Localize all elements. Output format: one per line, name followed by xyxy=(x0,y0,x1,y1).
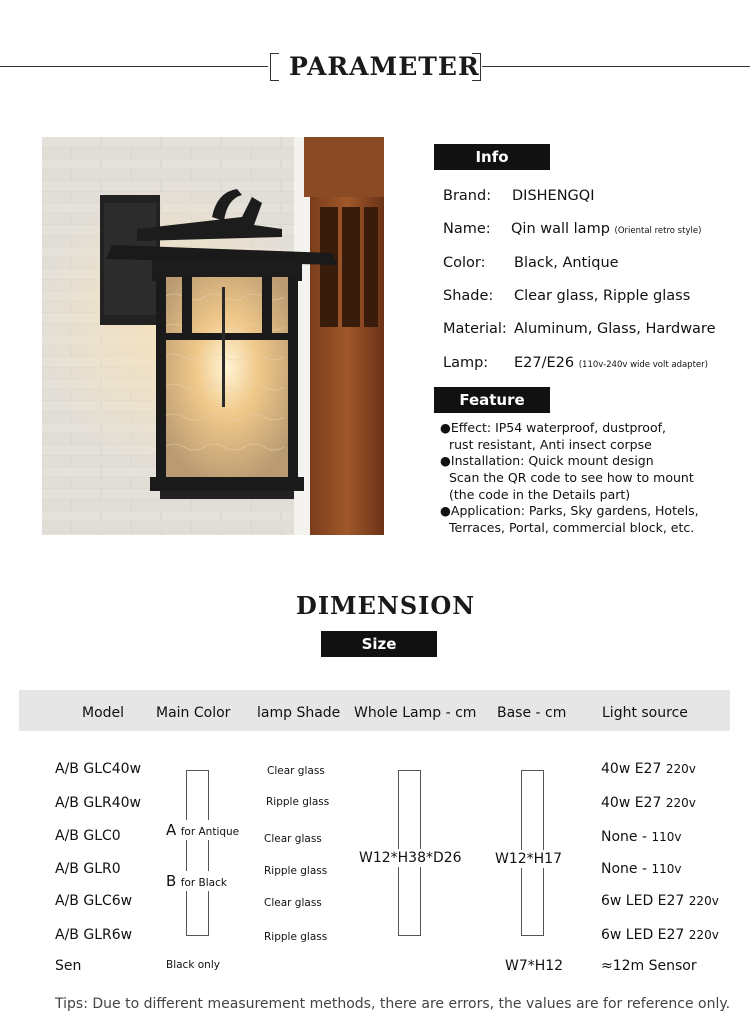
info-row-name xyxy=(443,221,701,237)
color-b xyxy=(166,871,227,891)
info-row-brand xyxy=(443,188,594,204)
light-source-cell xyxy=(601,795,696,811)
info-value: Aluminum, Glass, Hardware xyxy=(514,321,716,337)
dimension-title: DIMENSION xyxy=(296,591,476,620)
info-row-color xyxy=(443,255,619,271)
base-size-sen: W7*H12 xyxy=(505,958,564,974)
light-source-cell xyxy=(601,893,719,909)
info-key: Lamp: xyxy=(443,355,489,371)
column-header-whole-lamp: Whole Lamp - cm xyxy=(354,705,477,721)
model-cell: A/B GLR0 xyxy=(55,861,121,877)
shade-cell: Clear glass xyxy=(264,897,322,909)
header-bracket-left xyxy=(270,53,279,81)
feature-line: Scan the QR code to see how to mount xyxy=(449,470,694,485)
color-sen: Black only xyxy=(166,959,220,971)
shade-cell: Clear glass xyxy=(267,765,325,777)
light-source-main: 40w E27 xyxy=(601,795,662,811)
info-key: Shade: xyxy=(443,288,494,304)
info-key: Brand: xyxy=(443,188,492,204)
info-value: E27/E26 xyxy=(514,355,575,371)
shade-cell: Clear glass xyxy=(264,833,322,845)
column-header-main-color: Main Color xyxy=(156,705,231,721)
light-source-main: None - xyxy=(601,829,648,845)
model-cell: A/B GLC0 xyxy=(55,828,121,844)
color-a-letter: A xyxy=(166,821,177,839)
info-row-lamp xyxy=(443,355,708,371)
light-source-volt: 220v xyxy=(665,762,696,776)
info-value: Qin wall lamp xyxy=(511,221,610,237)
info-key: Color: xyxy=(443,255,486,271)
info-key: Material: xyxy=(443,321,507,337)
light-source-volt: 110v xyxy=(651,830,682,844)
light-source-volt: 220v xyxy=(688,928,719,942)
feature-line: ●Application: Parks, Sky gardens, Hotels, xyxy=(440,503,699,518)
info-key: Name: xyxy=(443,221,491,237)
column-header-model: Model xyxy=(82,705,125,721)
light-source-cell xyxy=(601,861,682,877)
model-cell: A/B GLC6w xyxy=(55,893,133,909)
feature-line: rust resistant, Anti insect corpse xyxy=(449,437,652,452)
wall-lamp-illustration xyxy=(42,137,384,535)
light-source-cell xyxy=(601,761,696,777)
model-cell: A/B GLR6w xyxy=(55,927,133,943)
column-header-base: Base - cm xyxy=(497,705,567,721)
info-row-shade xyxy=(443,288,690,304)
color-b-text: for Black xyxy=(180,877,227,889)
color-b-letter: B xyxy=(166,872,177,890)
shade-cell: Ripple glass xyxy=(264,931,328,943)
tips-note: Tips: Due to different measurement methods, there are errors, the values are for reference only. xyxy=(55,996,731,1012)
info-row-material xyxy=(443,321,716,337)
light-source-volt: 220v xyxy=(688,894,719,908)
parameter-title: PARAMETER xyxy=(289,52,480,81)
model-cell: Sen xyxy=(55,958,82,974)
light-source-main: 40w E27 xyxy=(601,761,662,777)
info-value: DISHENGQI xyxy=(512,188,595,204)
feature-line: ●Installation: Quick mount design xyxy=(440,453,654,468)
light-source-main: 6w LED E27 xyxy=(601,893,685,909)
model-cell: A/B GLR40w xyxy=(55,795,141,811)
info-note: (Oriental retro style) xyxy=(614,226,702,236)
feature-line: ●Effect: IP54 waterproof, dustproof, xyxy=(440,420,666,435)
light-source-cell xyxy=(601,829,682,845)
light-source-main: None - xyxy=(601,861,648,877)
size-tag: Size xyxy=(321,631,437,657)
light-source-cell xyxy=(601,927,719,943)
header-rule-left xyxy=(0,66,268,67)
light-source-volt: 220v xyxy=(665,796,696,810)
color-a-text: for Antique xyxy=(180,826,240,838)
column-header-light-source: Light source xyxy=(602,705,688,721)
color-bar xyxy=(186,770,209,936)
feature-line: Terraces, Portal, commercial block, etc. xyxy=(449,520,695,535)
feature-tag: Feature xyxy=(434,387,550,413)
header-bracket-right xyxy=(472,53,481,81)
shade-cell: Ripple glass xyxy=(266,796,330,808)
header-rule-right xyxy=(482,66,750,67)
whole-lamp-size: W12*H38*D26 xyxy=(359,850,462,866)
info-tag: Info xyxy=(434,144,550,170)
feature-line: (the code in the Details part) xyxy=(449,487,631,502)
shade-cell: Ripple glass xyxy=(264,865,328,877)
color-a xyxy=(166,820,239,840)
light-source-volt: 110v xyxy=(651,862,682,876)
base-size: W12*H17 xyxy=(495,851,562,867)
info-note: (110v-240v wide volt adapter) xyxy=(578,360,708,370)
column-header-lamp-shade: lamp Shade xyxy=(257,705,341,721)
product-photo xyxy=(42,137,384,535)
info-value: Clear glass, Ripple glass xyxy=(514,288,691,304)
model-cell: A/B GLC40w xyxy=(55,761,142,777)
light-source-cell xyxy=(601,958,697,974)
light-source-main: 6w LED E27 xyxy=(601,927,685,943)
info-value: Black, Antique xyxy=(514,255,619,271)
light-source-main: ≈12m Sensor xyxy=(601,958,697,974)
